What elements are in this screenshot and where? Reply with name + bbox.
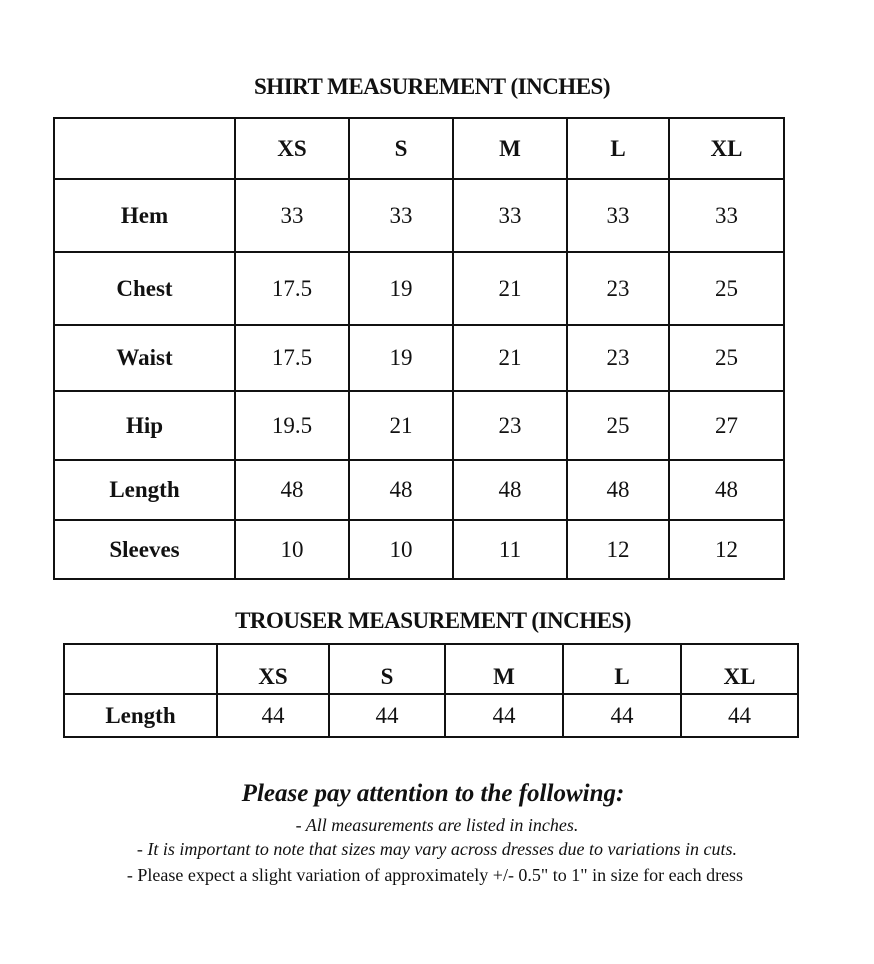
size-header: L bbox=[563, 644, 681, 694]
note-line: - Please expect a slight variation of approximately +/- 0.5" to 1" in size for each dress bbox=[126, 865, 744, 885]
measurement-cell: 44 bbox=[681, 694, 798, 737]
note-line: - It is important to note that sizes may vary across dresses due to variations in cuts. bbox=[136, 839, 738, 859]
measurement-cell: 33 bbox=[235, 179, 349, 252]
measurement-cell: 11 bbox=[453, 520, 567, 579]
measurement-cell: 48 bbox=[453, 460, 567, 520]
measurement-cell: 44 bbox=[217, 694, 329, 737]
table-row bbox=[54, 179, 784, 252]
note-line: - All measurements are listed in inches. bbox=[295, 815, 579, 835]
measurement-cell: 17.5 bbox=[235, 325, 349, 391]
size-header: XS bbox=[235, 118, 349, 179]
measurement-cell: 44 bbox=[329, 694, 445, 737]
measurement-cell: 17.5 bbox=[235, 252, 349, 325]
shirt-table-title: SHIRT MEASUREMENT (INCHES) bbox=[254, 74, 610, 99]
size-header: XL bbox=[669, 118, 784, 179]
trouser-measurement-table bbox=[63, 643, 799, 738]
measurement-cell: 33 bbox=[567, 179, 669, 252]
table-header-row bbox=[54, 118, 784, 179]
measurement-cell: 25 bbox=[567, 391, 669, 460]
measurement-cell: 48 bbox=[235, 460, 349, 520]
size-header: M bbox=[445, 644, 563, 694]
table-row bbox=[64, 694, 798, 737]
measurement-cell: 10 bbox=[349, 520, 453, 579]
measurement-cell: 23 bbox=[453, 391, 567, 460]
measurement-cell: 21 bbox=[453, 325, 567, 391]
measurement-cell: 19 bbox=[349, 252, 453, 325]
measurement-cell: 48 bbox=[349, 460, 453, 520]
size-header: XS bbox=[217, 644, 329, 694]
notes-heading: Please pay attention to the following: bbox=[241, 780, 625, 807]
measurement-cell: 21 bbox=[349, 391, 453, 460]
row-label: Hem bbox=[54, 179, 235, 252]
table-row bbox=[54, 252, 784, 325]
size-header: L bbox=[567, 118, 669, 179]
trouser-table-title: TROUSER MEASUREMENT (INCHES) bbox=[235, 608, 631, 633]
measurement-cell: 23 bbox=[567, 252, 669, 325]
header-corner-cell bbox=[64, 644, 217, 694]
table-row bbox=[54, 325, 784, 391]
header-corner-cell bbox=[54, 118, 235, 179]
size-header: S bbox=[349, 118, 453, 179]
shirt-measurement-table bbox=[53, 117, 785, 580]
row-label: Chest bbox=[54, 252, 235, 325]
size-header: S bbox=[329, 644, 445, 694]
table-row bbox=[54, 391, 784, 460]
measurement-cell: 19.5 bbox=[235, 391, 349, 460]
measurement-cell: 44 bbox=[563, 694, 681, 737]
measurement-cell: 33 bbox=[349, 179, 453, 252]
size-header: XL bbox=[681, 644, 798, 694]
measurement-cell: 33 bbox=[669, 179, 784, 252]
measurement-cell: 27 bbox=[669, 391, 784, 460]
measurement-cell: 19 bbox=[349, 325, 453, 391]
measurement-cell: 25 bbox=[669, 252, 784, 325]
row-label: Hip bbox=[54, 391, 235, 460]
measurement-cell: 48 bbox=[567, 460, 669, 520]
measurement-cell: 25 bbox=[669, 325, 784, 391]
measurement-cell: 12 bbox=[669, 520, 784, 579]
measurement-cell: 48 bbox=[669, 460, 784, 520]
measurement-cell: 23 bbox=[567, 325, 669, 391]
table-row bbox=[54, 520, 784, 579]
row-label: Length bbox=[54, 460, 235, 520]
measurement-cell: 12 bbox=[567, 520, 669, 579]
measurement-cell: 44 bbox=[445, 694, 563, 737]
measurement-cell: 33 bbox=[453, 179, 567, 252]
size-header: M bbox=[453, 118, 567, 179]
row-label: Sleeves bbox=[54, 520, 235, 579]
measurement-cell: 21 bbox=[453, 252, 567, 325]
row-label: Length bbox=[64, 694, 217, 737]
row-label: Waist bbox=[54, 325, 235, 391]
table-header-row bbox=[64, 644, 798, 694]
measurement-cell: 10 bbox=[235, 520, 349, 579]
table-row bbox=[54, 460, 784, 520]
